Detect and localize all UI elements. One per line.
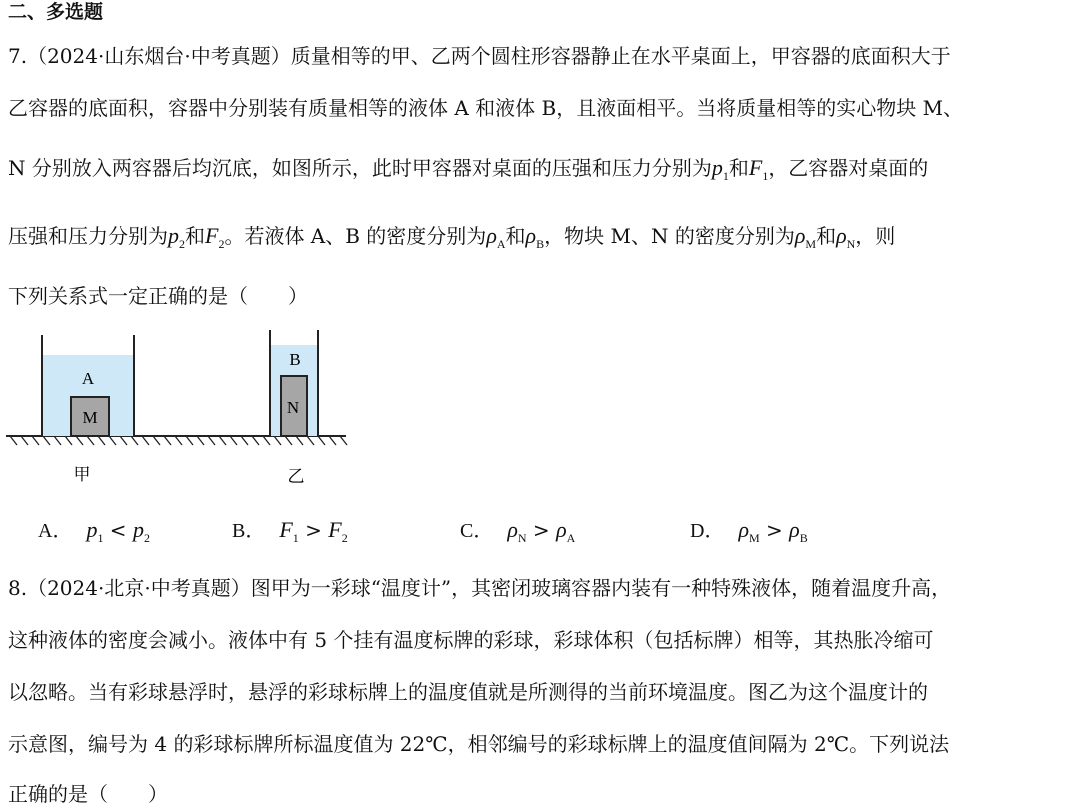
option-d[interactable]: D． $\rho_M > \rho_B$ (690, 517, 808, 545)
ground (6, 436, 347, 445)
q7-line-4-text-1: 压强和压力分别为 (8, 224, 168, 248)
q8-line-3: 以忽略。当有彩球悬浮时，悬浮的彩球标牌上的温度值就是所测得的当前环境温度。图乙为这个温度计的 (8, 680, 928, 704)
container-yi (270, 330, 318, 436)
q7-figure (0, 325, 360, 495)
q7-line-3-text-1: N 分别放入两容器后均沉底，如图所示，此时甲容器对桌面的压强和压力分别为 (8, 156, 712, 180)
label-liquid-a: A (81, 369, 95, 388)
var-rho-M: $\rho_M$ (794, 223, 817, 251)
option-b-label: B． (232, 520, 266, 542)
option-c[interactable]: C． $\rho_N > \rho_A$ (460, 517, 576, 545)
var-rho-N: $\rho_N$ (836, 223, 856, 251)
var-rho-B: $\rho_B$ (525, 223, 545, 251)
q7-line-4-text-6: 和 (816, 224, 837, 248)
option-d-label: D． (690, 520, 725, 542)
q7-line-4-text-7: ，则 (855, 224, 896, 248)
option-a[interactable]: A． $p_1 < p_2$ (38, 517, 150, 545)
q7-line-4-text-2: 和 (185, 224, 205, 248)
q7-line-4-text-5: ，物块 M、N 的密度分别为 (544, 224, 795, 248)
option-a-label: A． (38, 520, 73, 542)
q7-line-3-text-2: 和 (728, 156, 749, 180)
q8-line-2: 这种液体的密度会减小。液体中有 5 个挂有温度标牌的彩球，彩球体积（包括标牌）相等，其热胀冷缩可 (8, 628, 934, 652)
q7-line-2: 乙容器的底面积，容器中分别装有质量相等的液体 A 和液体 B，且液面相平。当将质量相等的实心物块 M、 (8, 96, 964, 120)
q8-line-4: 示意图，编号为 4 的彩球标牌所标温度值为 22℃，相邻编号的彩球标牌上的温度值间隔为 2℃。下列说法 (8, 732, 950, 756)
q7-line-4 (8, 224, 895, 256)
caption-yi: 乙 (287, 467, 305, 487)
label-block-m: M (82, 408, 98, 427)
var-rho-A: $\rho_A$ (486, 223, 506, 251)
q7-line-5: 下列关系式一定正确的是（ ） (8, 284, 308, 308)
q7-line-1: 7.（2024·山东烟台·中考真题）质量相等的甲、乙两个圆柱形容器静止在水平桌面上，甲容器的底面积大于 (8, 44, 951, 68)
q7-line-4-text-3: 。若液体 A、B 的密度分别为 (224, 224, 487, 248)
option-c-label: C． (460, 520, 494, 542)
var-F1: $F_1$ (748, 155, 769, 183)
label-block-n: N (286, 398, 300, 417)
option-b[interactable]: B． $F_1 > F_2$ (232, 517, 348, 545)
label-liquid-b: B (289, 350, 301, 369)
q7-line-3 (8, 156, 928, 188)
q7-line-3-text-3: ，乙容器对桌面的 (768, 156, 929, 180)
var-p1: $p_1$ (711, 155, 729, 183)
container-jia (42, 335, 134, 436)
caption-jia: 甲 (73, 465, 91, 485)
q8-line-1: 8.（2024·北京·中考真题）图甲为一彩球“温度计”，其密闭玻璃容器内装有一种特殊液体，随着温度升高， (8, 576, 952, 600)
var-F2: $F_2$ (205, 223, 225, 251)
var-p2: $p_2$ (168, 223, 185, 251)
q8-line-5: 正确的是（ ） (8, 782, 168, 806)
section-heading: 二、多选题 (8, 1, 104, 23)
q7-line-4-text-4: 和 (505, 224, 526, 248)
